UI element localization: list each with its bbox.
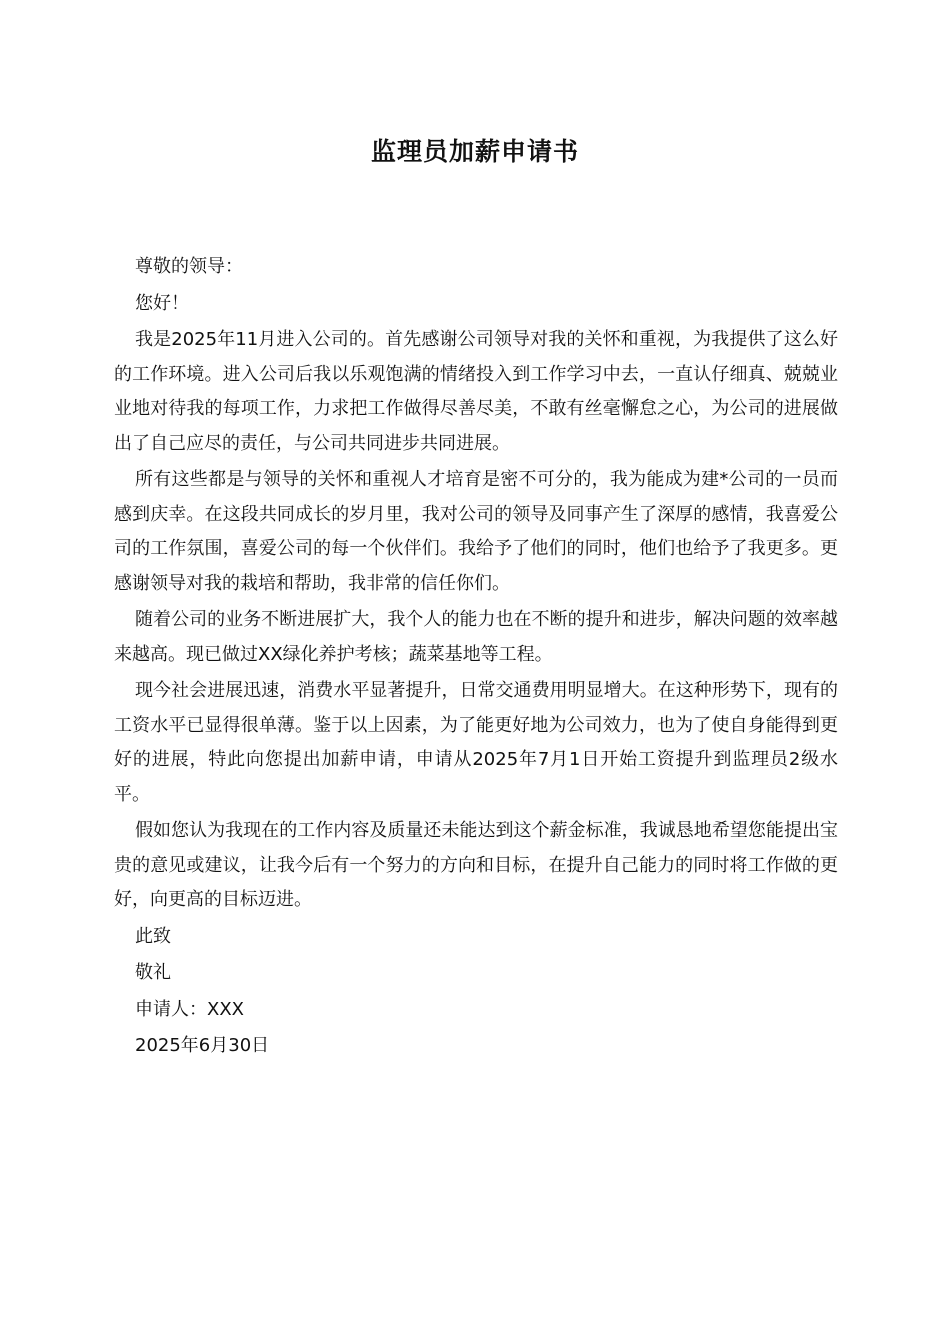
paragraph: 现今社会进展迅速，消费水平显著提升，日常交通费用明显增大。在这种形势下，现有的工资水平已显得很单薄。鉴于以上因素，为了能更好地为公司效力，也为了使自身能得到更好的进展，特此向您提出加薪申请，申请从2025年7月1日开始工资提升到监理员2级水平。 <box>114 680 838 805</box>
letter-body <box>114 250 838 1066</box>
closing-line-1: 此致 <box>135 925 171 947</box>
paragraph: 我是2025年11月进入公司的。首先感谢公司领导对我的关怀和重视，为我提供了这么好的工作环境。进入公司后我以乐观饱满的情绪投入到工作学习中去，一直认仔细真、兢兢业业地对待我的每项工作，力求把工作做得尽善尽美，不敢有丝毫懈怠之心，为公司的进展做出了自己应尽的责任，与公司共同进步共同进展。 <box>114 329 838 454</box>
paragraph: 所有这些都是与领导的关怀和重视人才培育是密不可分的，我为能成为建*公司的一员而感到庆幸。在这段共同成长的岁月里，我对公司的领导及同事产生了深厚的感情，我喜爱公司的工作氛围，喜爱公司的每一个伙伴们。我给予了他们的同时，他们也给予了我更多。更感谢领导对我的栽培和帮助，我非常的信任你们。 <box>114 469 838 594</box>
paragraph: 假如您认为我现在的工作内容及质量还未能达到这个薪金标准，我诚恳地希望您能提出宝贵的意见或建议，让我今后有一个努力的方向和目标，在提升自己能力的同时将工作做的更好，向更高的目标迈进。 <box>114 820 838 910</box>
document-title: 监理员加薪申请书 <box>370 137 579 166</box>
closing-line-2: 敬礼 <box>135 962 171 983</box>
greeting: 您好！ <box>135 292 189 314</box>
applicant-signature: 申请人：XXX <box>135 998 244 1020</box>
salutation: 尊敬的领导： <box>135 256 243 277</box>
paragraph: 随着公司的业务不断进展扩大，我个人的能力也在不断的提升和进步，解决问题的效率越来越高。现已做过XX绿化养护考核；蔬菜基地等工程。 <box>114 609 838 665</box>
signature-date: 2025年6月30日 <box>135 1035 270 1056</box>
